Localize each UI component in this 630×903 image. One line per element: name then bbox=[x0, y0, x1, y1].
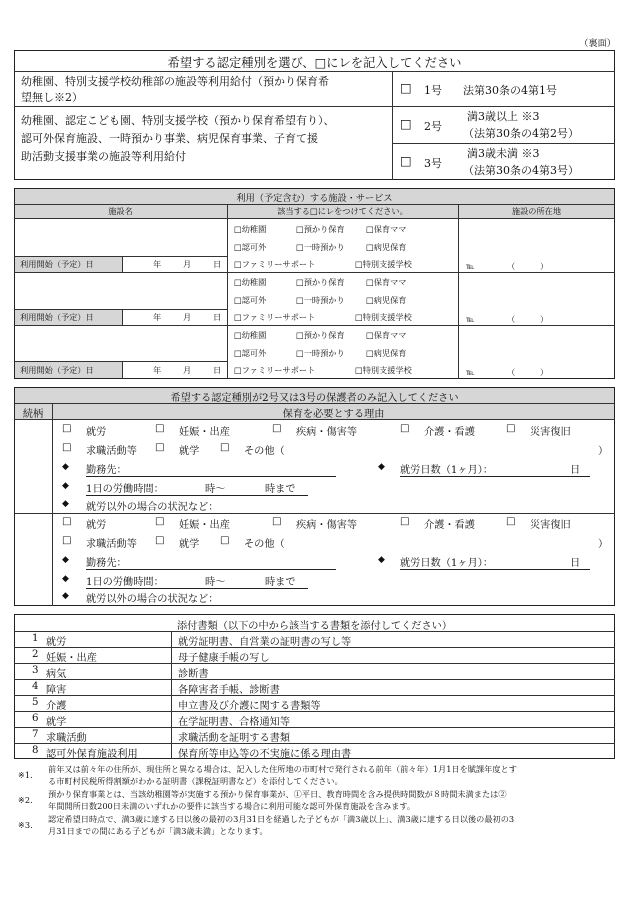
reason-disaster-recovery: 災害復旧 bbox=[530, 427, 571, 438]
tel-paren-open: （ bbox=[507, 367, 516, 377]
type2-description-a: 満3歳以上 ※3 bbox=[467, 110, 540, 123]
year-label: 年 bbox=[153, 365, 162, 375]
type2-description-b: （法第30条の4第2号） bbox=[463, 127, 579, 140]
other-status-field[interactable]: 就労以外の場合の状況など： bbox=[86, 594, 219, 605]
work-days-field[interactable]: 就労日数（1ヶ月）： bbox=[400, 461, 590, 477]
checkbox[interactable]: □ bbox=[272, 423, 282, 434]
checkbox[interactable]: □ bbox=[62, 423, 72, 434]
workplace-field[interactable]: 勤務先： bbox=[86, 554, 336, 570]
reason-column: 保育を必要とする理由 bbox=[282, 409, 385, 420]
work-days-unit: 日 bbox=[570, 558, 581, 569]
bullet-icon: ◆ bbox=[378, 462, 385, 472]
hours-from-label: 時～ bbox=[205, 484, 226, 495]
month-label: 月 bbox=[183, 365, 192, 375]
option-family-support[interactable]: □ファミリーサポート bbox=[234, 259, 316, 269]
attachment-reason: 障害 bbox=[46, 685, 67, 696]
reason-illness: 疾病・傷害等 bbox=[296, 520, 358, 531]
option-unlicensed[interactable]: □認可外 bbox=[234, 348, 267, 358]
start-date-label: 利用開始（予定）日 bbox=[20, 312, 94, 322]
row1-description-b: 望無し※2） bbox=[21, 91, 83, 104]
other-close-paren: ） bbox=[598, 446, 609, 457]
option-sick-child-care[interactable]: □病児保育 bbox=[366, 242, 407, 252]
attachment-reason: 求職活動 bbox=[46, 733, 87, 744]
attachment-document: 各障害者手帳、診断書 bbox=[178, 685, 280, 696]
type2-checkbox[interactable]: □ bbox=[400, 117, 412, 131]
type1-number: 1号 bbox=[424, 84, 442, 97]
year-label: 年 bbox=[153, 259, 162, 269]
tel-icon: ℡ bbox=[466, 261, 475, 271]
attachment-number: 3 bbox=[32, 665, 39, 676]
certification-type-header: 希望する認定種別を選び、□にレを記入してください bbox=[167, 56, 462, 70]
reason-pregnancy: 妊娠・出産 bbox=[179, 427, 230, 438]
hours-to-label: 時まで bbox=[265, 577, 296, 588]
work-hours-field[interactable]: 1日の労働時間： bbox=[86, 573, 308, 589]
type3-checkbox[interactable]: □ bbox=[400, 154, 412, 168]
work-days-unit: 日 bbox=[570, 465, 581, 476]
month-label: 月 bbox=[183, 312, 192, 322]
checkbox[interactable]: □ bbox=[506, 423, 516, 434]
tel-paren-open: （ bbox=[507, 261, 516, 271]
footnote-text: 年間開所日数200日未満のいずれかの要件に該当する場合に利用可能な認可外保育施設を含みます。 bbox=[48, 801, 416, 811]
attachment-reason: 病気 bbox=[46, 669, 67, 680]
attachment-number: 8 bbox=[32, 745, 39, 756]
checkbox[interactable]: □ bbox=[155, 516, 165, 527]
reason-nursing-care: 介護・看護 bbox=[424, 427, 475, 438]
checkbox[interactable]: □ bbox=[62, 535, 72, 546]
bullet-icon: ◆ bbox=[62, 481, 69, 491]
attachment-reason: 介護 bbox=[46, 701, 67, 712]
checkbox[interactable]: □ bbox=[62, 442, 72, 453]
day-label: 日 bbox=[213, 259, 222, 269]
tel-paren-close: ） bbox=[540, 314, 549, 324]
bullet-icon: ◆ bbox=[62, 499, 69, 509]
footnote-text: 前年又は前々年の住所が、現住所と異なる場合は、記入した住所地の市町村で発行される前年（前々年）1月1日を賦課年度とす bbox=[48, 764, 517, 774]
bullet-icon: ◆ bbox=[62, 574, 69, 584]
other-close-paren: ） bbox=[598, 539, 609, 550]
attachment-document: 就労証明書、自営業の証明書の写し等 bbox=[178, 637, 352, 648]
type2-number: 2号 bbox=[424, 120, 442, 133]
work-days-field[interactable]: 就労日数（1ヶ月）： bbox=[400, 554, 590, 570]
type3-description-b: （法第30条の4第3号） bbox=[463, 164, 579, 177]
reason-nursing-care: 介護・看護 bbox=[424, 520, 475, 531]
checkbox[interactable]: □ bbox=[155, 442, 165, 453]
option-childminder[interactable]: □保育ママ bbox=[366, 330, 407, 340]
checkbox[interactable]: □ bbox=[506, 516, 516, 527]
option-special-school[interactable]: □特別支援学校 bbox=[355, 312, 412, 322]
tel-paren-open: （ bbox=[507, 314, 516, 324]
start-date-label: 利用開始（予定）日 bbox=[20, 365, 94, 375]
attachment-number: 2 bbox=[32, 649, 39, 660]
attachment-reason: 就労 bbox=[46, 637, 67, 648]
checkbox[interactable]: □ bbox=[220, 535, 230, 546]
attachment-document: 保育所等申込等の不実施に係る理由書 bbox=[178, 749, 352, 760]
attachment-reason: 就学 bbox=[46, 717, 67, 728]
option-kindergarten[interactable]: □幼稚園 bbox=[234, 330, 267, 340]
attachment-document: 申立書及び介護に関する書類等 bbox=[178, 701, 321, 712]
attachment-reason: 認可外保育施設利用 bbox=[46, 749, 138, 760]
checkbox[interactable]: □ bbox=[400, 423, 410, 434]
tel-icon: ℡ bbox=[466, 314, 475, 324]
reason-employment: 就労 bbox=[86, 520, 107, 531]
reason-study: 就学 bbox=[179, 539, 200, 550]
tel-icon: ℡ bbox=[466, 367, 475, 377]
option-extended-care[interactable]: □預かり保育 bbox=[296, 224, 345, 234]
year-label: 年 bbox=[153, 312, 162, 322]
option-childminder[interactable]: □保育ママ bbox=[366, 224, 407, 234]
attachment-number: 7 bbox=[32, 729, 39, 740]
checkbox[interactable]: □ bbox=[220, 442, 230, 453]
facility-address-column: 施設の所在地 bbox=[511, 206, 562, 216]
option-unlicensed[interactable]: □認可外 bbox=[234, 295, 267, 305]
option-extended-care[interactable]: □預かり保育 bbox=[296, 330, 345, 340]
attachments-header: 添付書類（以下の中から該当する書類を添付してください） bbox=[176, 621, 453, 632]
option-extended-care[interactable]: □預かり保育 bbox=[296, 277, 345, 287]
month-label: 月 bbox=[183, 259, 192, 269]
other-status-field[interactable]: 就労以外の場合の状況など： bbox=[86, 502, 219, 513]
workplace-field[interactable]: 勤務先： bbox=[86, 461, 336, 477]
footnote-mark: ※3. bbox=[18, 820, 33, 830]
day-label: 日 bbox=[213, 365, 222, 375]
row1-description-a: 幼稚園、特別支援学校幼稚部の施設等利用給付（預かり保育希 bbox=[21, 75, 329, 88]
attachment-number: 6 bbox=[32, 713, 39, 724]
footnote-mark: ※1. bbox=[18, 770, 33, 780]
checkbox[interactable]: □ bbox=[272, 516, 282, 527]
footnote-mark: ※2. bbox=[18, 795, 33, 805]
row2-description-a: 幼稚園、認定こども園、特別支援学校（預かり保育希望有り）、 bbox=[21, 114, 335, 127]
attachment-document: 母子健康手帳の写し bbox=[178, 653, 270, 664]
attachment-number: 1 bbox=[32, 633, 39, 644]
reason-job-seeking: 求職活動等 bbox=[86, 446, 137, 457]
work-hours-field[interactable]: 1日の労働時間： bbox=[86, 480, 308, 496]
day-label: 日 bbox=[213, 312, 222, 322]
option-special-school[interactable]: □特別支援学校 bbox=[355, 365, 412, 375]
option-sick-child-care[interactable]: □病児保育 bbox=[366, 295, 407, 305]
hours-from-label: 時～ bbox=[205, 577, 226, 588]
checkbox[interactable]: □ bbox=[400, 516, 410, 527]
row2-description-b: 認可外保育施設、一時預かり事業、病児保育事業、子育て援 bbox=[21, 132, 318, 145]
option-sick-child-care[interactable]: □病児保育 bbox=[366, 348, 407, 358]
attachment-document: 求職活動を証明する書類 bbox=[178, 733, 291, 744]
footnote-text: る市町村民税所得割額がわかる証明書（課税証明書など）を添付してください。 bbox=[48, 776, 343, 786]
checkbox[interactable]: □ bbox=[155, 535, 165, 546]
start-date-label: 利用開始（予定）日 bbox=[20, 259, 94, 269]
type3-description-a: 満3歳未満 ※3 bbox=[467, 147, 540, 160]
hours-to-label: 時まで bbox=[265, 484, 296, 495]
bullet-icon: ◆ bbox=[62, 591, 69, 601]
option-kindergarten[interactable]: □幼稚園 bbox=[234, 277, 267, 287]
type1-checkbox[interactable]: □ bbox=[400, 81, 412, 95]
facility-type-column: 該当する□にレをつけてください。 bbox=[277, 206, 408, 216]
row2-description-c: 助活動支援事業の施設等利用給付 bbox=[21, 150, 186, 163]
reason-other: その他（ bbox=[244, 446, 285, 457]
facility-header: 利用（予定含む）する施設・サービス bbox=[236, 193, 393, 204]
tel-paren-close: ） bbox=[540, 261, 549, 271]
option-special-school[interactable]: □特別支援学校 bbox=[355, 259, 412, 269]
checkbox[interactable]: □ bbox=[62, 516, 72, 527]
bullet-icon: ◆ bbox=[378, 555, 385, 565]
attachment-number: 5 bbox=[32, 697, 39, 708]
reason-study: 就学 bbox=[179, 446, 200, 457]
tel-paren-close: ） bbox=[540, 367, 549, 377]
option-temporary-care[interactable]: □一時預かり bbox=[296, 348, 345, 358]
care-reason-header: 希望する認定種別が2号又は3号の保護者のみ記入してください bbox=[170, 393, 459, 404]
bullet-icon: ◆ bbox=[62, 555, 69, 565]
facility-name-column: 施設名 bbox=[108, 206, 133, 216]
option-childminder[interactable]: □保育ママ bbox=[366, 277, 407, 287]
footnote-text: 預かり保育事業とは、当該幼稚園等が実施する預かり保育事業が、①平日、教育時間を含み提供時間数が８時間未満または② bbox=[48, 789, 507, 799]
reason-pregnancy: 妊娠・出産 bbox=[179, 520, 230, 531]
reason-job-seeking: 求職活動等 bbox=[86, 539, 137, 550]
attachment-number: 4 bbox=[32, 681, 39, 692]
option-temporary-care[interactable]: □一時預かり bbox=[296, 295, 345, 305]
option-family-support[interactable]: □ファミリーサポート bbox=[234, 365, 316, 375]
attachment-document: 診断書 bbox=[178, 669, 209, 680]
attachment-reason: 妊娠・出産 bbox=[46, 653, 97, 664]
footnote-text: 認定希望日時点で、満3歳に達する日以後の最初の3月31日を経過した子どもが「満3歳以上」、満3歳に達する日以後の最初の3 bbox=[48, 814, 515, 824]
option-temporary-care[interactable]: □一時預かり bbox=[296, 242, 345, 252]
bullet-icon: ◆ bbox=[62, 462, 69, 472]
checkbox[interactable]: □ bbox=[155, 423, 165, 434]
reason-disaster-recovery: 災害復旧 bbox=[530, 520, 571, 531]
reason-employment: 就労 bbox=[86, 427, 107, 438]
relationship-column: 続柄 bbox=[22, 409, 44, 420]
option-unlicensed[interactable]: □認可外 bbox=[234, 242, 267, 252]
type3-number: 3号 bbox=[424, 157, 442, 170]
type1-description: 法第30条の4第1号 bbox=[463, 84, 557, 97]
attachment-document: 在学証明書、合格通知等 bbox=[178, 717, 291, 728]
page-side-label: （裏面） bbox=[579, 38, 616, 49]
option-family-support[interactable]: □ファミリーサポート bbox=[234, 312, 316, 322]
option-kindergarten[interactable]: □幼稚園 bbox=[234, 224, 267, 234]
reason-illness: 疾病・傷害等 bbox=[296, 427, 358, 438]
reason-other: その他（ bbox=[244, 539, 285, 550]
footnote-text: 月31日までの間にある子どもが「満3歳未満」となります。 bbox=[48, 826, 268, 836]
